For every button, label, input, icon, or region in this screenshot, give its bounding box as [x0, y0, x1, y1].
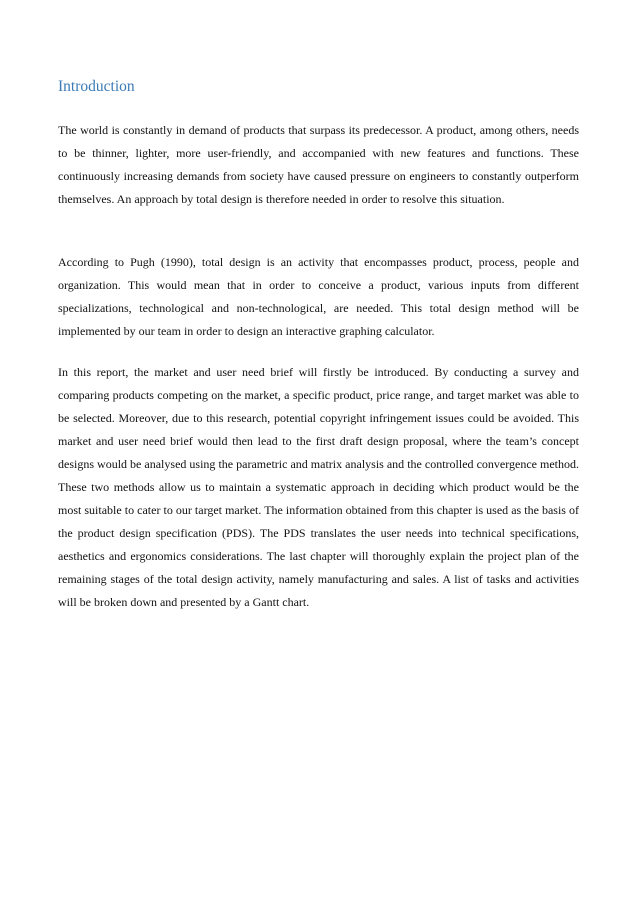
paragraph: According to Pugh (1990), total design is an activity that encompasses product, process, people and organization. This would mean that in order to conceive a product, various inputs from different specializations, technological and non-technological, are needed. This total design method will be implemented by our team in order to design an interactive graphing calculator.	[58, 255, 579, 338]
paragraph: The world is constantly in demand of products that surpass its predecessor. A product, among others, needs to be thinner, lighter, more user-friendly, and accompanied with new features and functions. These continuously increasing demands from society have caused pressure on engineers to constantly outperform themselves. An approach by total design is therefore needed in order to resolve this situation.	[58, 123, 579, 206]
paragraph: In this report, the market and user need brief will firstly be introduced. By conducting a survey and comparing products competing on the market, a specific product, price range, and target market was able to be selected. Moreover, due to this research, potential copyright infringement issues could be avoided. This market and user need brief would then lead to the first draft design proposal, where the team’s concept designs would be analysed using the parametric and matrix analysis and the controlled convergence method. These two methods allow us to maintain a systematic approach in deciding which product would be the most suitable to cater to our target market. The information obtained from this chapter is used as the basis of the product design specification (PDS). The PDS translates the user needs into technical specifications, aesthetics and ergonomics considerations. The last chapter will thoroughly explain the project plan of the remaining stages of the total design activity, namely manufacturing and sales. A list of tasks and activities will be broken down and presented by a Gantt chart.	[58, 365, 579, 609]
section-heading: Introduction	[58, 78, 135, 95]
